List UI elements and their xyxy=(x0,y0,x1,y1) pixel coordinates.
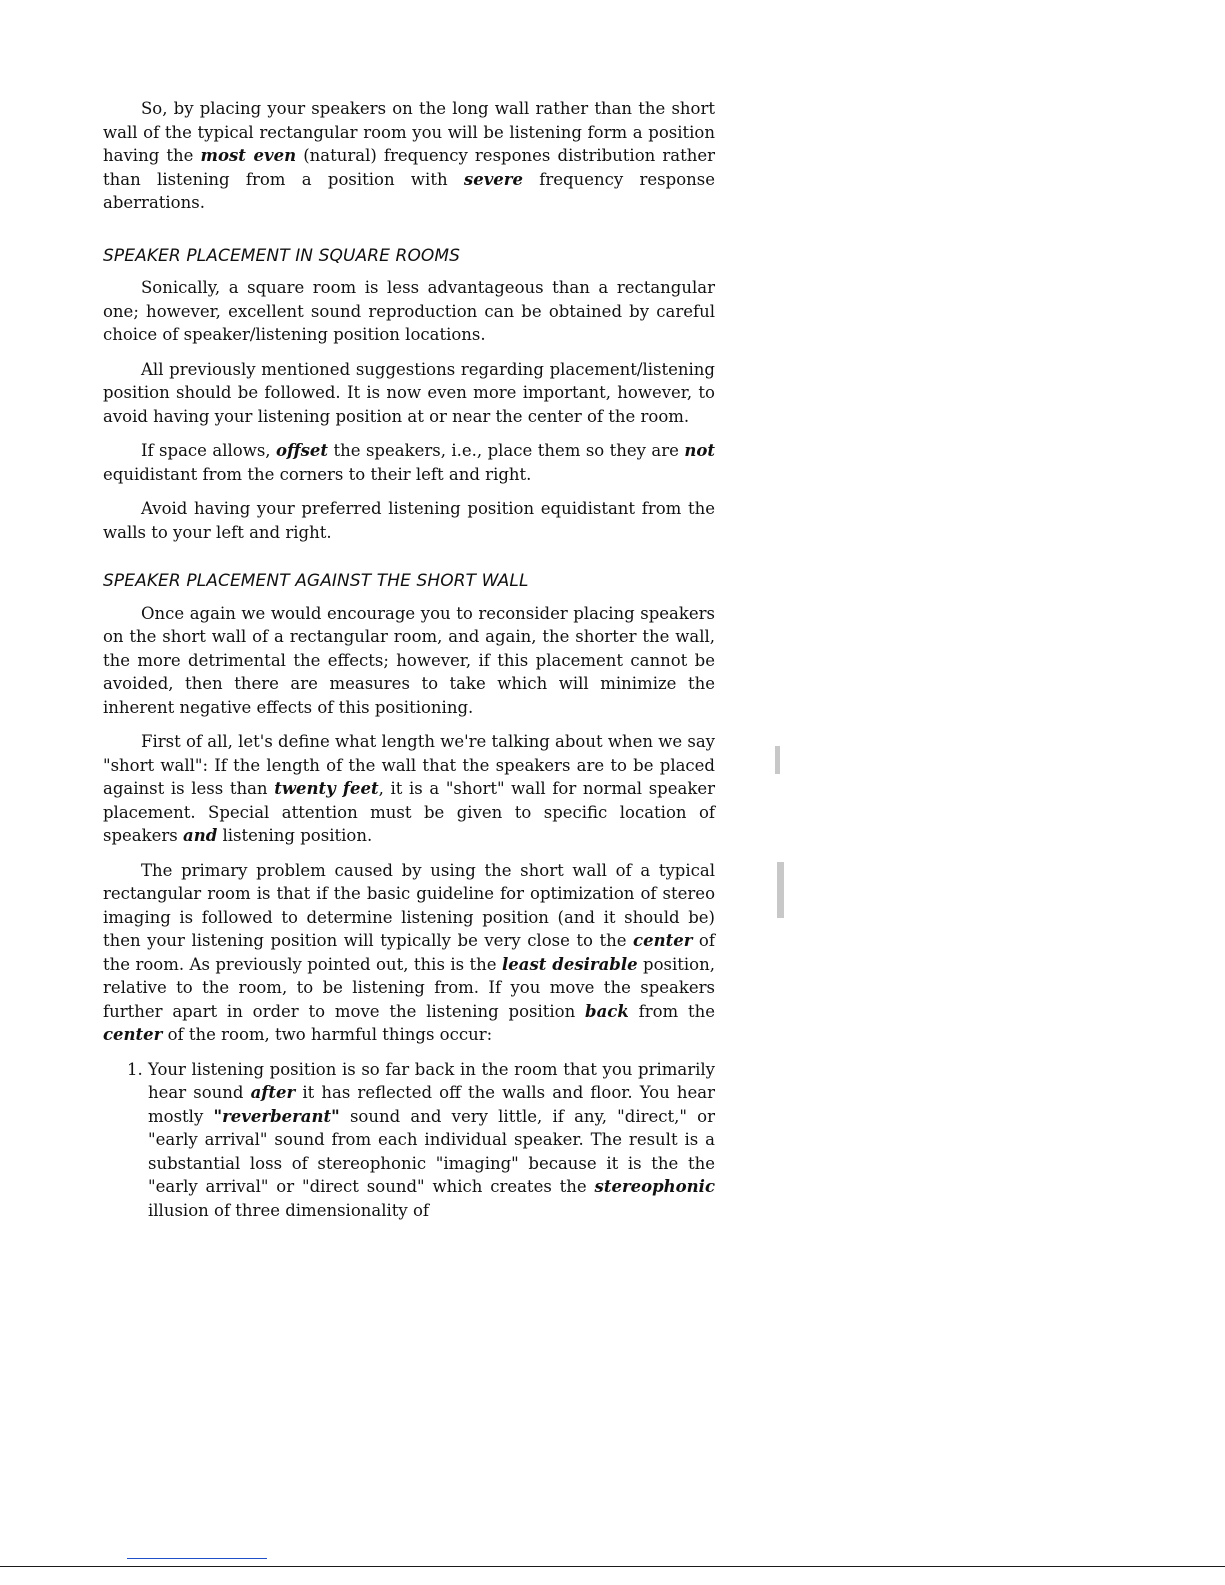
emphasis-stereophonic: stereophonic xyxy=(594,1177,715,1196)
heading-square-rooms: SPEAKER PLACEMENT IN SQUARE ROOMS xyxy=(103,245,461,266)
emphasis-center: center xyxy=(103,1025,163,1044)
emphasis-most-even: most even xyxy=(200,146,297,165)
paragraph-primary-problem xyxy=(103,859,715,1047)
emphasis-twenty-feet: twenty feet xyxy=(274,779,379,798)
text-run: (natural) frequency respones distribution rather than listening from a position with xyxy=(103,146,716,189)
page-bottom-rule xyxy=(0,1566,1225,1567)
text-run: Your listening position is so far back in the room that you primarily hear sound xyxy=(148,1059,715,1102)
emphasis-severe: severe xyxy=(463,169,523,189)
emphasis-least-desirable: least desirable xyxy=(502,954,638,974)
paragraph-sonically: Sonically, a square room is less advantageous than a rectangular one; however, excellent sound reproduction can be obtained by careful choice of speaker/listening position locations. xyxy=(103,278,715,344)
text-run: of the room, two harmful things occur: xyxy=(162,1025,493,1044)
text-run: the speakers, i.e., place them so they are xyxy=(328,441,685,460)
text-run: position, relative to the room, to be listening from. If you move the speakers further apart in order to move the listening position xyxy=(103,954,715,1021)
list-item xyxy=(148,1058,715,1223)
scan-artifact-mark xyxy=(775,746,780,774)
paragraph-first-of-all xyxy=(103,730,715,848)
paragraph-offset xyxy=(103,439,715,486)
emphasis-reverberant: "reverberant" xyxy=(213,1106,340,1126)
text-run: illusion of three dimensionality of xyxy=(148,1200,430,1220)
scan-artifact-mark xyxy=(777,862,784,918)
emphasis-back: back xyxy=(585,1001,629,1021)
text-run: it has reflected off the walls and floor. You hear mostly xyxy=(148,1083,715,1126)
text-run: frequency response aberrations. xyxy=(103,169,715,212)
harmful-effects-list xyxy=(103,1058,715,1223)
emphasis-center: center xyxy=(633,931,693,950)
text-run: The primary problem caused by using the short wall of a typical rectangular room is that if the basic guideline for optimization of stereo imaging is followed to determine listening position (and it should be) then your listening position will typically be very close to the xyxy=(103,860,715,950)
text-run: of the room. As previously pointed out, this is the xyxy=(103,931,715,974)
text-run: from the xyxy=(628,1001,715,1021)
text-run: If space allows, xyxy=(141,441,276,460)
text-run: sound and very little, if any, "direct," or "early arrival" sound from each individual speaker. The result is a substantial loss of stereophonic "imaging" because it is the the "early arrival" or "direct sound" which creates the xyxy=(148,1106,715,1196)
paragraph-all-previously: All previously mentioned suggestions regarding placement/listening position should be followed. It is now even more important, however, to avoid having your listening position at or near the center of the room. xyxy=(103,359,715,426)
paragraph-avoid: Avoid having your preferred listening position equidistant from the walls to your left and right. xyxy=(103,499,715,542)
emphasis-and: and xyxy=(183,826,218,845)
text-run: First of all, let's define what length we're talking about when we say "short wall": If the length of the wall that the speakers are to be placed against is less than xyxy=(103,732,715,798)
paragraph-once-again: Once again we would encourage you to reconsider placing speakers on the short wall of a rectangular room, and again, the shorter the wall, the more detrimental the effects; however, if this placement cannot be avoided, then there are measures to take which will minimize the inherent negative effects of this positioning. xyxy=(103,603,715,717)
footer-link-underline xyxy=(127,1558,267,1559)
heading-short-wall: SPEAKER PLACEMENT AGAINST THE SHORT WALL xyxy=(103,571,529,591)
text-run: equidistant from the corners to their left and right. xyxy=(103,464,532,484)
text-run: So, by placing your speakers on the long wall rather than the short wall of the typical rectangular room you will be listening form a position having the xyxy=(103,99,715,165)
emphasis-not: not xyxy=(684,441,715,460)
text-run: , it is a "short" wall for normal speaker placement. Special attention must be given to specific location of speakers xyxy=(103,779,715,845)
text-run: listening position. xyxy=(217,826,373,845)
emphasis-offset: offset xyxy=(275,441,329,460)
emphasis-after: after xyxy=(250,1083,296,1102)
paragraph-long-wall xyxy=(103,97,715,215)
text-column xyxy=(103,97,715,1222)
